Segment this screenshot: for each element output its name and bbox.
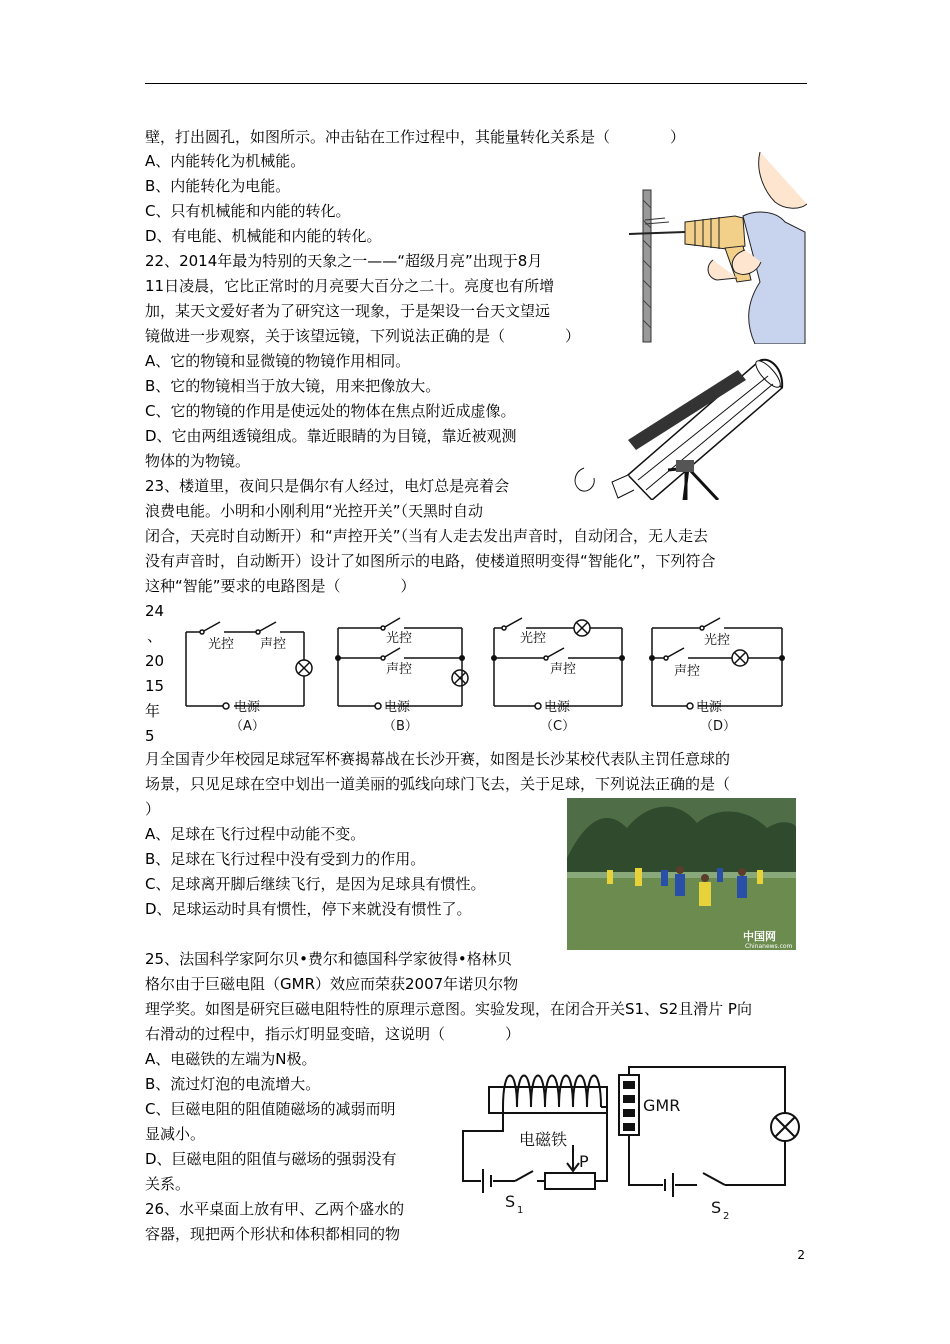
- header-rule: [145, 83, 807, 84]
- label-light-switch: 光控: [386, 631, 413, 646]
- q24-option-d: D、足球运动时具有惯性，停下来就没有惯性了。: [145, 900, 472, 918]
- q24-option-b: B、足球在飞行过程中没有受到力的作用。: [145, 850, 426, 868]
- q23-line: 这种“智能”要求的电路图是（ ）: [145, 577, 416, 595]
- q24-line: ）: [145, 800, 161, 818]
- q24-option-a: A、足球在飞行过程中动能不变。: [145, 825, 366, 843]
- q23-line: 23、楼道里，夜间只是偶尔有人经过，电灯总是亮着会: [145, 477, 510, 495]
- side-fragment: 5: [145, 727, 155, 745]
- q25-option-b: B、流过灯泡的电流增大。: [145, 1075, 321, 1093]
- q21-option-b: B、内能转化为电能。: [145, 177, 291, 195]
- label-power-source: 电源: [544, 700, 571, 715]
- q26-line: 容器，现把两个形状和体积都相同的物: [145, 1225, 401, 1243]
- q22-option-a: A、它的物镜和显微镜的物镜作用相同。: [145, 352, 411, 370]
- q25-option-c: C、巨磁电阻的阻值随磁场的减弱而明: [145, 1100, 396, 1118]
- page-number: 2: [797, 1248, 805, 1262]
- circuit-options: [178, 612, 798, 740]
- q21-option-c: C、只有机械能和内能的转化。: [145, 202, 351, 220]
- label-sound-switch: 声控: [674, 664, 701, 679]
- telescope-illustration: [568, 350, 804, 500]
- side-fragment: 、: [147, 627, 163, 645]
- label-power-source: 电源: [696, 700, 723, 715]
- q22-option-c: C、它的物镜的作用是使远处的物体在焦点附近成虚像。: [145, 402, 516, 420]
- q22-line: 22、2014年最为特别的天象之一——“超级月亮”出现于8月: [145, 252, 543, 270]
- photo-watermark: 中国网: [743, 930, 776, 943]
- label-electromagnet: 电磁铁: [519, 1130, 568, 1149]
- q22-line: 11日凌晨，它比正常时的月亮要大百分之二十。亮度也有所增: [145, 277, 555, 295]
- option-label-a: （A）: [230, 719, 265, 734]
- gmr-circuit-diagram: [455, 1045, 805, 1223]
- football-photo: [567, 798, 796, 950]
- circuit-d: [652, 618, 782, 709]
- q25-line: 理学奖。如图是研究巨磁电阻特性的原理示意图。实验发现，在闭合开关S1、S2且滑片 P向: [145, 1000, 752, 1018]
- label-light-switch: 光控: [208, 637, 235, 652]
- q22-option-b: B、它的物镜相当于放大镜，用来把像放大。: [145, 377, 441, 395]
- label-sound-switch: 声控: [260, 637, 287, 652]
- q24-line: 场景，只见足球在空中划出一道美丽的弧线向球门飞去，关于足球，下列说法正确的是（: [145, 775, 731, 793]
- q25-line: 25、法国科学家阿尔贝•费尔和德国科学家彼得•格林贝: [145, 950, 512, 968]
- q24-line: 月全国青少年校园足球冠军杯赛揭幕战在长沙开赛，如图是长沙某校代表队主罚任意球的: [145, 750, 731, 768]
- q25-line: 右滑动的过程中，指示灯明显变暗，这说明（ ）: [145, 1025, 521, 1043]
- side-fragment: 24: [145, 602, 165, 620]
- q23-line: 闭合，天亮时自动断开）和“声控开关”（当有人走去发出声音时，自动闭合，无人走去: [145, 527, 709, 545]
- q24-option-c: C、足球离开脚后继续飞行，是因为足球具有惯性。: [145, 875, 486, 893]
- label-switch-s2: S: [711, 1198, 722, 1217]
- label-switch-s1-sub: 1: [517, 1205, 524, 1216]
- q21-line: 壁，打出圆孔，如图所示。冲击钻在工作过程中，其能量转化关系是（ ）: [145, 128, 686, 146]
- label-light-switch: 光控: [704, 633, 731, 648]
- label-power-source: 电源: [234, 700, 261, 715]
- label-slider-p: P: [579, 1152, 589, 1171]
- q21-option-d: D、有电能、机械能和内能的转化。: [145, 227, 382, 245]
- q22-line: 镜做进一步观察，关于该望远镜，下列说法正确的是（ ）: [145, 327, 581, 345]
- q22-option-d-cont: 物体的为物镜。: [145, 452, 251, 470]
- photo-watermark-url: Chinanews.com: [745, 943, 793, 950]
- q25-option-d-cont: 关系。: [145, 1175, 191, 1193]
- impact-drill-illustration: [625, 152, 807, 344]
- side-fragment: 年: [145, 702, 161, 720]
- circuit-a: [186, 622, 312, 709]
- label-sound-switch: 声控: [386, 662, 413, 677]
- option-label-b: （B）: [383, 719, 418, 734]
- option-label-c: （C）: [540, 719, 576, 734]
- q25-option-c-cont: 显减小。: [145, 1125, 206, 1143]
- q25-option-a: A、电磁铁的左端为N极。: [145, 1050, 317, 1068]
- label-sound-switch: 声控: [550, 662, 577, 677]
- side-fragment: 20: [145, 652, 165, 670]
- option-label-d: （D）: [700, 719, 737, 734]
- label-switch-s2-sub: 2: [723, 1211, 730, 1222]
- q25-option-d: D、巨磁电阻的阻值与磁场的强弱没有: [145, 1150, 397, 1168]
- q25-line: 格尔由于巨磁电阻（GMR）效应而荣获2007年诺贝尔物: [145, 975, 519, 993]
- label-light-switch: 光控: [520, 631, 547, 646]
- q22-line: 加，某天文爱好者为了研究这一现象，于是架设一台天文望远: [145, 302, 551, 320]
- side-fragment: 15: [145, 677, 165, 695]
- q23-line: 浪费电能。小明和小刚利用“光控开关”（天黑时自动: [145, 502, 484, 520]
- q22-option-d: D、它由两组透镜组成。靠近眼睛的为目镜，靠近被观测: [145, 427, 517, 445]
- q26-line: 26、水平桌面上放有甲、乙两个盛水的: [145, 1200, 405, 1218]
- label-gmr: GMR: [643, 1096, 681, 1115]
- q21-option-a: A、内能转化为机械能。: [145, 152, 306, 170]
- label-power-source: 电源: [384, 700, 411, 715]
- label-switch-s1: S: [505, 1192, 516, 1211]
- q23-line: 没有声音时，自动断开）设计了如图所示的电路，使楼道照明变得“智能化”，下列符合: [145, 552, 716, 570]
